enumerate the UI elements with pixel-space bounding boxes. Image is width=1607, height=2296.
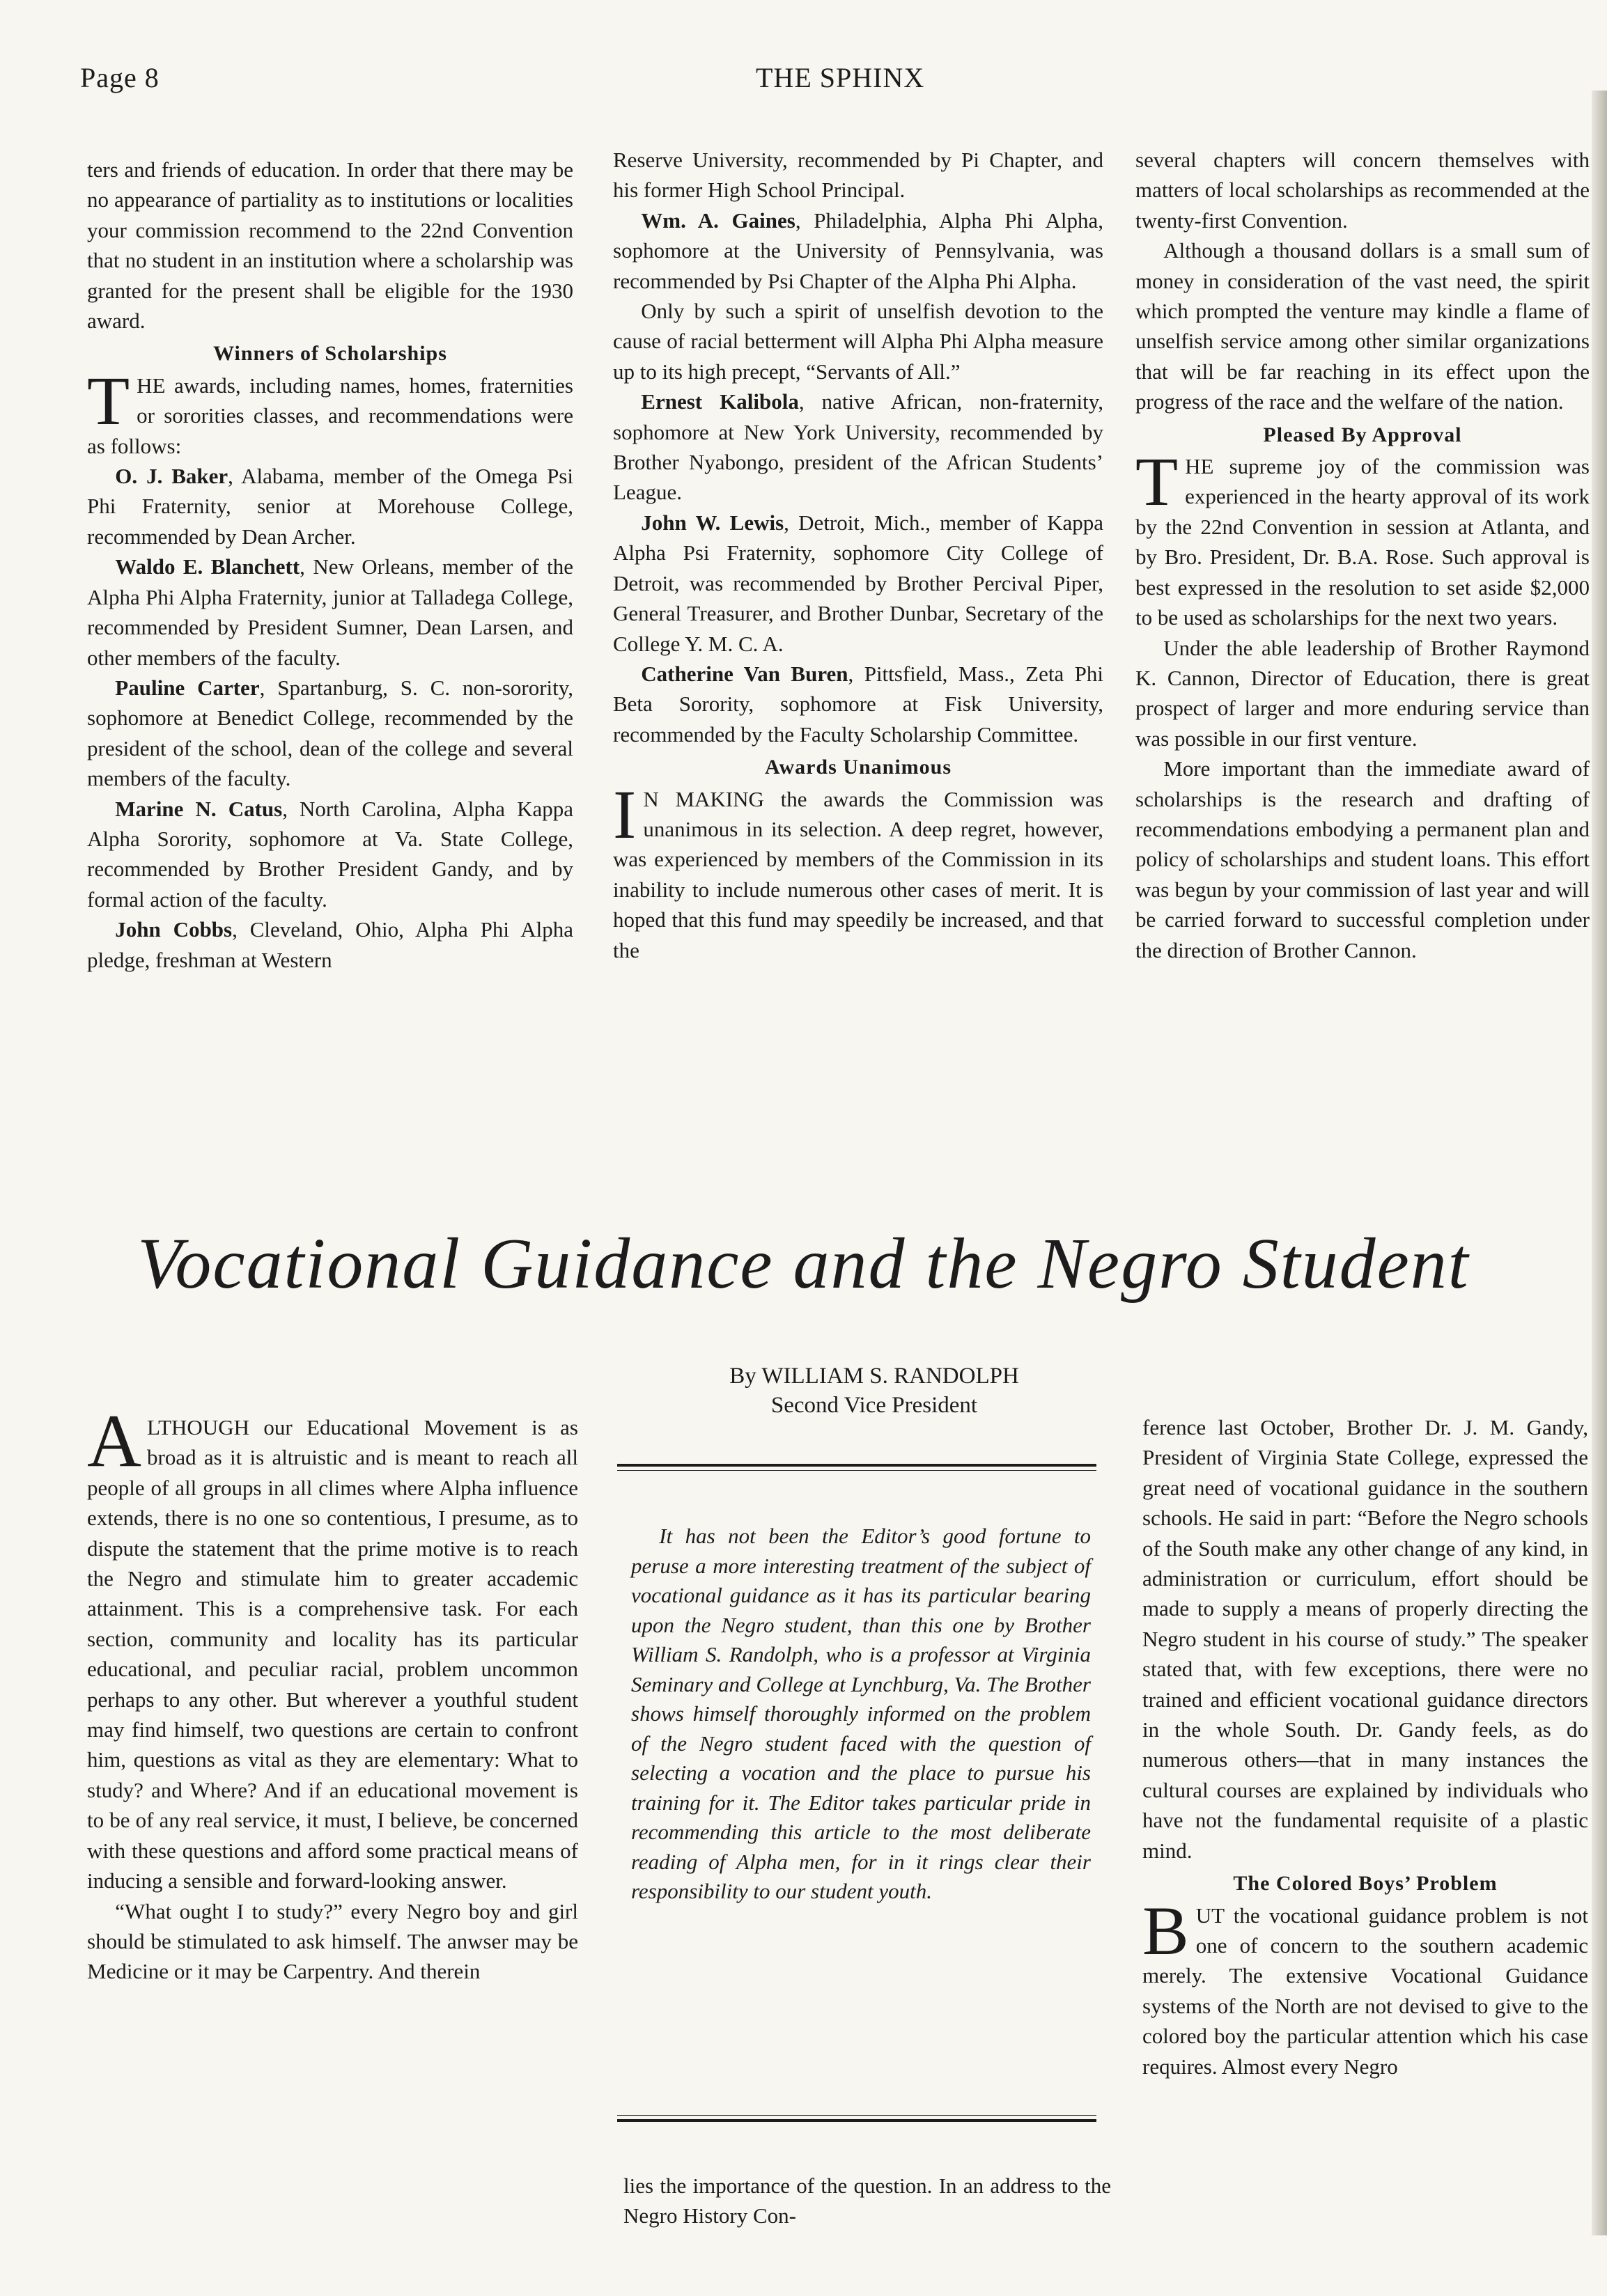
editor-note: It has not been the Editor’s good fortune to peruse a more interesting treatment of the subject of vocational guidance as it has its particular bearing upon the Negro student, than this one by Brother William S. Randolph, who is a professor at Virginia Seminary and College at Lynchburg, Va. The Brother shows himself thoroughly informed on the problem of the Negro student faced with the question of selecting a vocation and the place to pursue his training for it. The Editor takes particular pride in recommending this article to the most deliberate reading of Alpha men, for in it rings clear their responsibility to our student youth.	[631, 1524, 1091, 1903]
dropcap: T	[1135, 443, 1179, 521]
col3-p1: several chapters will concern themselves with matters of local scholarships as recommended at the twenty-first Convention.	[1135, 148, 1590, 233]
article-title: Vocational Guidance and the Negro Student	[137, 1224, 1470, 1304]
article-column-right	[1142, 1412, 1588, 2082]
winner-entry: Waldo E. Blanchett, New Orleans, member of the Alpha Phi Alpha Fraternity, junior at Talladega College, recommended by President Sumner, Dean Larsen, and other members of the faculty.	[87, 554, 573, 670]
rule-bottom-thin	[617, 2115, 1096, 2116]
column-2	[613, 145, 1103, 965]
article-right-p1: ference last October, Brother Dr. J. M. Gandy, President of Virginia State College, expressed the great need of vocational guidance in the southern schools. He said in part: “Before the Negro schools of the South make any other change of any kind, in administration or curriculum, effort should be made to supply a means of properly directing the Negro student in his course of study.” The speaker stated that, with few exceptions, there were no trained and efficient vocational guidance directors in the whole South. Dr. Gandy feels, as do numerous others—that in many instances the cultural courses are explained by individuals who have not the fundamental requisite of a plastic mind.	[1142, 1415, 1588, 1863]
heading-winners: Winners of Scholarships	[213, 342, 447, 366]
dropcap: A	[87, 1400, 141, 1483]
col1-intro: ters and friends of education. In order that there may be no appearance of partiality as to institutions or localities your commission recommend to the 22nd Convention that no student in an institution where a scholarship was granted for the present shall be eligible for the 1930 award.	[87, 157, 573, 334]
winner-entry: Marine N. Catus, North Carolina, Alpha Kappa Alpha Sorority, sophomore at Va. State College, recommended by Brother President Gandy, and by formal action of the faculty.	[87, 796, 573, 912]
col3-p3: THE supreme joy of the commission was experienced in the hearty approval of its work by the 22nd Convention in session at Atlanta, and by Bro. President, Dr. B.A. Rose. Such approval is best expressed in the resolution to set aside $2,000 to be used as scholarships for the next two years.	[1135, 443, 1590, 630]
author-role: Second Vice President	[770, 1393, 978, 1418]
journal-title: THE SPHINX	[756, 62, 925, 93]
winner-entry: Pauline Carter, Spartanburg, S. C. non-sorority, sophomore at Benedict College, recommended by the president of the school, dean of the college and several members of the faculty.	[87, 675, 574, 791]
author: By WILLIAM S. RANDOLPH	[729, 1364, 1019, 1389]
column-1	[87, 155, 573, 975]
article-left-p1: ALTHOUGH our Educational Movement is as broad as it is altruistic and is meant to reach all people of all groups in all climes where Alpha influence extends, there is no one so contentious, I presume, as to dispute the statement that the prime motive is to reach the Negro and stimulate him to greater accademic attainment. This is a comprehensive task. For each section, community and locality has its particular educational, and peculiar racial, problem uncommon perhaps to any other. But wherever a youthful student may find himself, two questions are certain to confront him, questions as vital as they are elementary: What to study? and Where? And if an educational movement is to be of any real service, it must, I believe, be concerned with these questions and afford some practical means of inducing a sensible and forward-looking answer.	[87, 1400, 578, 1893]
winner-entry: John W. Lewis, Detroit, Mich., member of Kappa Alpha Psi Fraternity, sophomore City College of Detroit, was recommended by Brother Percival Piper, General Treasurer, and Brother Dunbar, Secretary of the College Y. M. C. A.	[613, 510, 1104, 656]
article-column-middle	[623, 2171, 1111, 2231]
col2-body: I N MAKING the awards the Commission was unanimous in its selection. A deep regret, however, was experienced by members of the Commission in its inability to include numerous other cases of merit. It is hoped that this fund may speedily be increased, and that the	[613, 775, 1103, 962]
winner-entry: Ernest Kalibola, native African, non-fraternity, sophomore at New York University, recommended by Brother Nyabongo, president of the African Students’ League.	[613, 389, 1103, 505]
heading-awards: Awards Unanimous	[765, 756, 952, 779]
col2-cont: Reserve University, recommended by Pi Chapter, and his former High School Principal.	[613, 148, 1103, 203]
col3-p2: Although a thousand dollars is a small sum of money in consideration of the vast need, the spirit which prompted the venture may kindle a flame of unselfish service among other similar organizations that will be far reaching in its effect upon the progress of the race and the welfare of the nation.	[1135, 238, 1590, 414]
column-3	[1135, 145, 1590, 965]
rule-top-thin	[617, 1470, 1096, 1471]
article-mid-text: lies the importance of the question. In an address to the Negro History Con-	[623, 2173, 1111, 2228]
byline	[623, 1361, 1125, 1420]
winner-entry: Catherine Van Buren, Pittsfield, Mass., Zeta Phi Beta Sorority, sophomore at Fisk University, recommended by the Faculty Scholarship Committee.	[613, 661, 1104, 747]
rule-top	[617, 1464, 1096, 1467]
winner-entry: John Cobbs, Cleveland, Ohio, Alpha Phi Alpha pledge, freshman at Western	[87, 917, 573, 972]
dropcap: I	[613, 775, 637, 853]
article-column-left	[87, 1400, 578, 1987]
rule-bottom	[617, 2119, 1096, 2122]
dropcap: T	[87, 361, 130, 439]
dropcap: B	[1142, 1891, 1189, 1969]
article-right-p2: BUT the vocational guidance problem is not one of concern to the southern academic merely. The extensive Vocational Guidance systems of the North are not devised to give to the colored boy the particular attention which his case requires. Almost every Negro	[1142, 1891, 1588, 2079]
col3-p5: More important than the immediate award of scholarships is the research and drafting of recommendations embodying a permanent plan and policy of scholarships and student loans. This effort was begun by your commission of last year and will be carried forward to successful completion under the direction of Brother Cannon.	[1135, 756, 1590, 962]
page-number: Page 8	[80, 62, 160, 93]
heading-approval: Pleased By Approval	[1263, 423, 1462, 446]
col2-para: Only by such a spirit of unselfish devotion to the cause of racial betterment will Alpha Phi Alpha measure up to its high precept, “Servants of All.”	[613, 299, 1103, 384]
article-left-p2: “What ought I to study?” every Negro boy and girl should be stimulated to ask himself. The anwser may be Medicine or it may be Carpentry. And therein	[87, 1898, 578, 1984]
winner-entry: Wm. A. Gaines, Philadelphia, Alpha Phi Alpha, sophomore at the University of Pennsylvania, was recommended by Psi Chapter of the Alpha Phi Alpha.	[613, 208, 1104, 293]
col1-lead: THE awards, including names, homes, fraternities or sororities classes, and recommendations were as follows:	[87, 361, 573, 458]
heading-colored-boys: The Colored Boys’ Problem	[1233, 1872, 1498, 1896]
winner-entry: O. J. Baker, Alabama, member of the Omega Psi Phi Fraternity, senior at Morehouse College, recommended by Dean Archer.	[87, 464, 573, 549]
col3-p4: Under the able leadership of Brother Raymond K. Cannon, Director of Education, there is great prospect of larger and more enduring service than was possible in our first venture.	[1135, 635, 1590, 751]
page-edge	[1592, 91, 1607, 2235]
